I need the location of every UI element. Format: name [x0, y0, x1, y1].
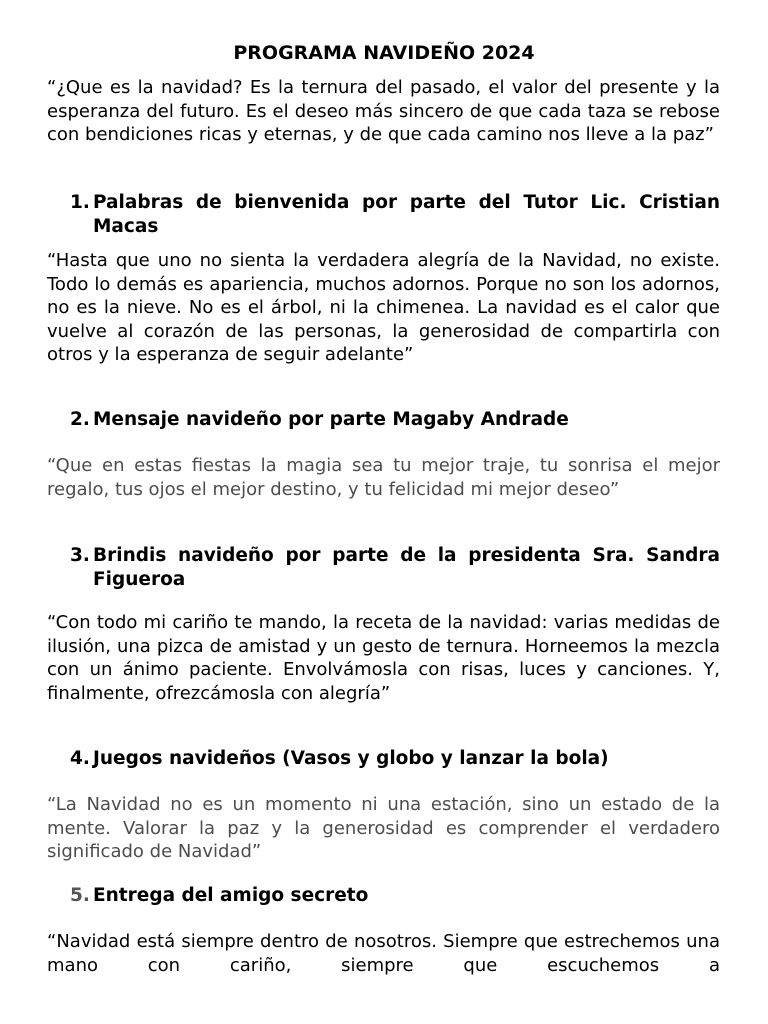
item-number: 1. — [70, 192, 90, 213]
intro-quote: “¿Que es la navidad? Es la ternura del pasado, el valor del presente y la esperanza del futuro. Es el deseo más sincero de que cada taza se rebose con bendiciones ricas y eternas, y de que cada camino nos lleve a la paz” — [47, 77, 720, 146]
item-number: 5. — [70, 885, 90, 906]
item-heading: Entrega del amigo secreto — [93, 885, 369, 906]
program-item-2 — [70, 408, 720, 432]
item-quote-2: “Que en estas fiestas la magia sea tu mejor traje, tu sonrisa el mejor regalo, tus ojos el mejor destino, y tu felicidad mi mejor deseo” — [47, 455, 720, 500]
document-title: PROGRAMA NAVIDEÑO 2024 — [233, 42, 535, 64]
item-number: 4. — [70, 748, 90, 769]
item-heading: Palabras de bienvenida por parte del Tutor Lic. Cristian Macas — [93, 192, 720, 237]
program-item-1 — [70, 191, 720, 238]
item-quote-1: “Hasta que uno no sienta la verdadera alegría de la Navidad, no existe. Todo lo demás es apariencia, muchos adornos. Porque no son los adornos, no es la nieve. No es el árbol, ni la chimenea. La navidad es el calor que vuelve al corazón de las personas, la generosidad de compartirla con otros y la esperanza de seguir adelante” — [47, 250, 720, 366]
item-number: 3. — [70, 545, 90, 566]
item-quote-5: “Navidad está siempre dentro de nosotros. Siempre que estrechemos una mano con cariño, siempre que escuchemos a — [47, 931, 720, 976]
item-heading: Brindis navideño por parte de la presidenta Sra. Sandra Figueroa — [93, 545, 720, 590]
item-quote-4: “La Navidad no es un momento ni una estación, sino un estado de la mente. Valorar la paz y la generosidad es comprender el verdadero significado de Navidad” — [47, 794, 720, 863]
program-item-5 — [70, 884, 720, 908]
item-heading: Juegos navideños (Vasos y globo y lanzar la bola) — [93, 748, 609, 769]
program-item-3 — [70, 544, 720, 591]
program-item-4 — [70, 747, 720, 771]
item-number: 2. — [70, 409, 90, 430]
item-quote-3: “Con todo mi cariño te mando, la receta de la navidad: varias medidas de ilusión, una pizca de amistad y un gesto de ternura. Horneemos la mezcla con un ánimo paciente. Envolvámosla con risas, luces y canciones. Y, finalmente, ofrezcámosla con alegría” — [47, 612, 720, 704]
item-heading: Mensaje navideño por parte Magaby Andrade — [93, 409, 569, 430]
